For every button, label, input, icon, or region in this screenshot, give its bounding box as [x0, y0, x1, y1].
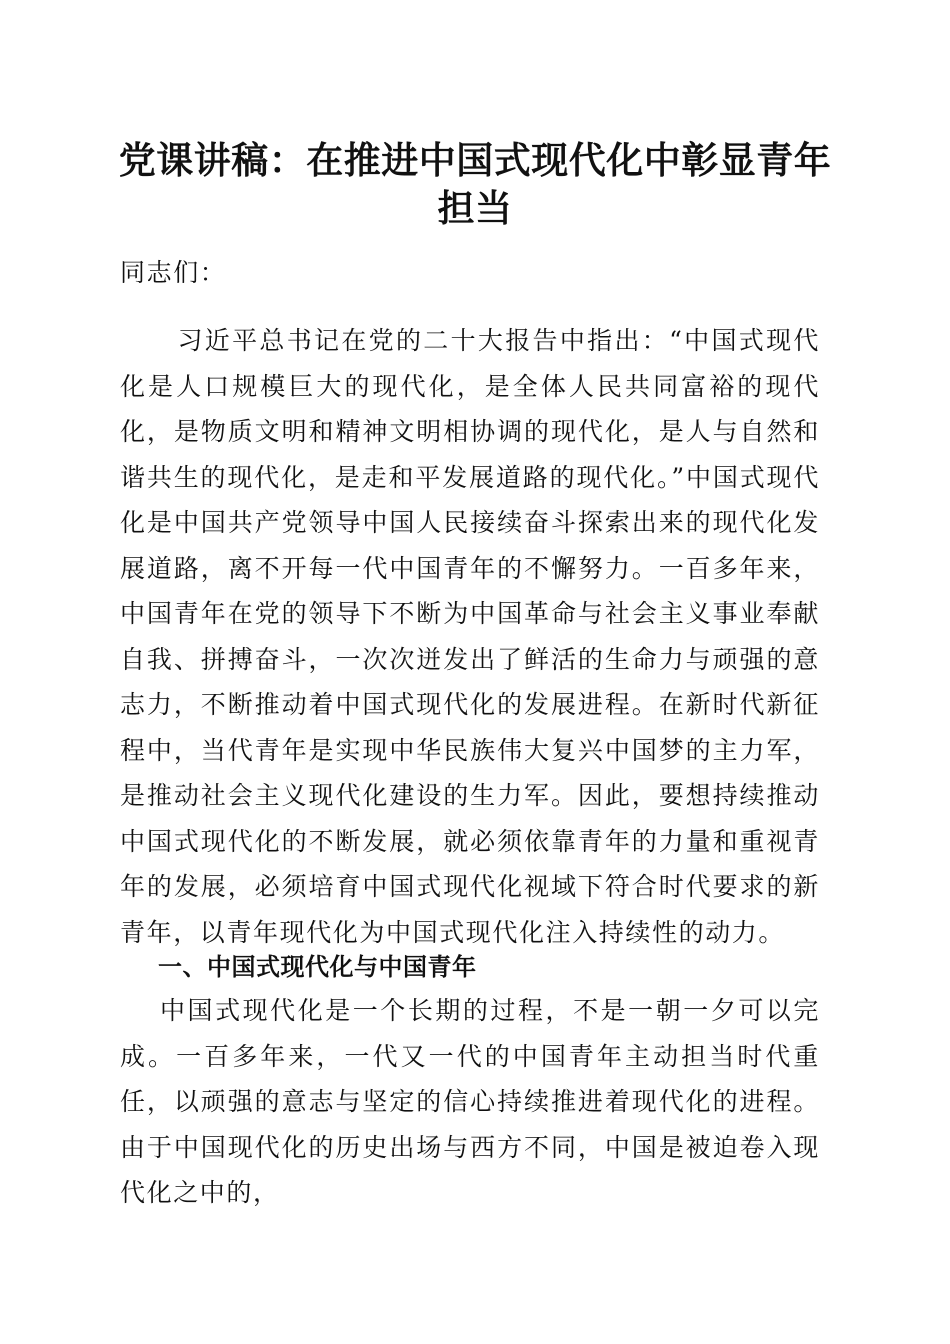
section-paragraph: 中国式现代化是一个长期的过程，不是一朝一夕可以完成。一百多年来，一代又一代的中国青年主动担当时代重任，以顽强的意志与坚定的信心持续推进着现代化的进程。由于中国现代化的历史出场与西方不同，中国是被迫卷入现代化之中的，	[120, 996, 820, 1207]
document-title: 党课讲稿：在推进中国式现代化中彰显青年担当	[118, 138, 832, 230]
salutation: 同志们：	[120, 258, 227, 287]
intro-paragraph: 习近平总书记在党的二十大报告中指出：“中国式现代化是人口规模巨大的现代化，是全体人民共同富裕的现代化，是物质文明和精神文明相协调的现代化，是人与自然和谐共生的现代化，是走和平发展道路的现代化。”中国式现代化是中国共产党领导中国人民接续奋斗探索出来的现代化发展道路，离不开每一代中国青年的不懈努力。一百多年来，中国青年在党的领导下不断为中国革命与社会主义事业奉献自我、拼搏奋斗，一次次迸发出了鲜活的生命力与顽强的意志力，不断推动着中国式现代化的发展进程。在新时代新征程中，当代青年是实现中华民族伟大复兴中国梦的主力军，是推动社会主义现代化建设的生力军。因此，要想持续推动中国式现代化的不断发展，就必须依靠青年的力量和重视青年的发展，必须培育中国式现代化视域下符合时代要求的新青年，以青年现代化为中国式现代化注入持续性的动力。	[120, 326, 820, 947]
section-heading: 一、中国式现代化与中国青年	[158, 953, 477, 981]
